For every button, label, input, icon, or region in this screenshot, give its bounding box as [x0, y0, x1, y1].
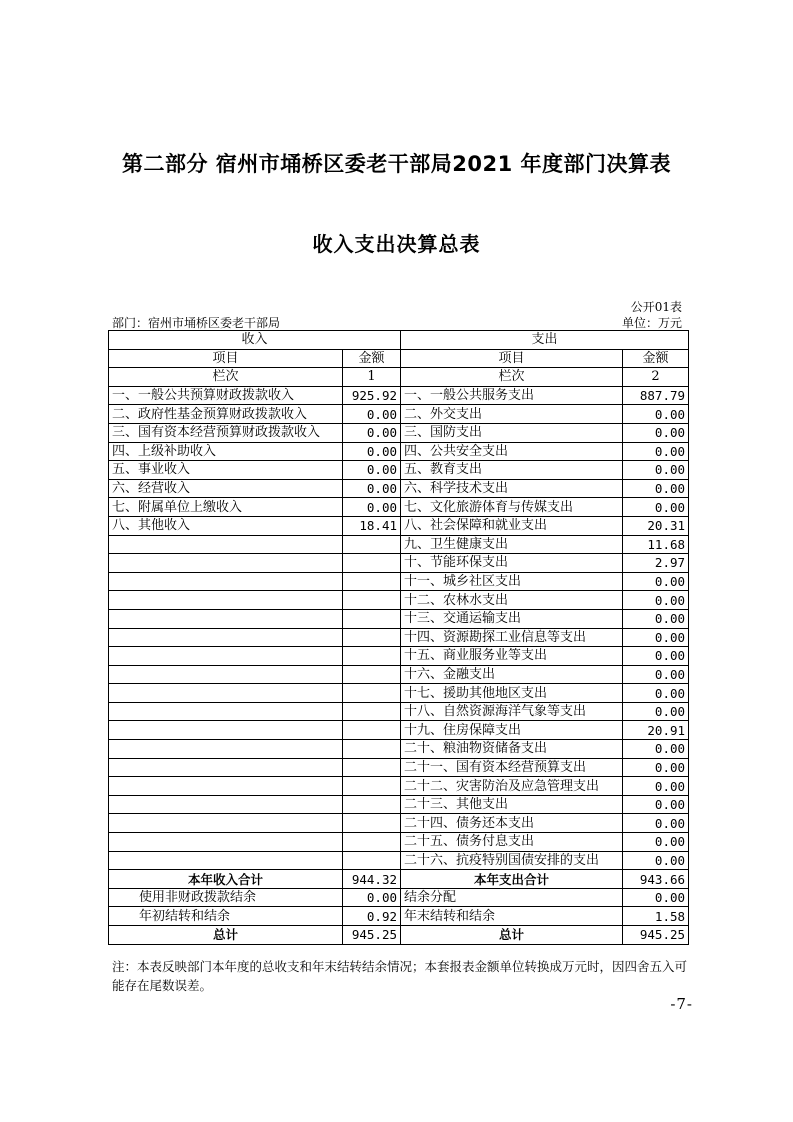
- income-col-label: 栏次: [109, 368, 343, 387]
- table-row: [109, 461, 689, 480]
- table-row: [109, 572, 689, 591]
- expense-item: 十二、农林水支出: [401, 591, 623, 610]
- expense-amount: 0.00: [623, 461, 689, 480]
- expense-item: 七、文化旅游体育与传媒支出: [401, 498, 623, 517]
- total-row: [109, 870, 689, 889]
- expense-amount: 0.00: [623, 591, 689, 610]
- expense-item: 一、一般公共服务支出: [401, 386, 623, 405]
- expense-amount: 0.00: [623, 702, 689, 721]
- table-row: [109, 498, 689, 517]
- table-row: [109, 740, 689, 759]
- expense-item: 八、社会保障和就业支出: [401, 516, 623, 535]
- income-amount: [343, 591, 401, 610]
- income-amount: [343, 814, 401, 833]
- header-row-sections: [109, 331, 689, 350]
- expense-amount: 0.00: [623, 498, 689, 517]
- expense-total-value: 943.66: [623, 870, 689, 889]
- expense-amount: 0.00: [623, 423, 689, 442]
- income-item: [109, 795, 343, 814]
- income-amount: 0.00: [343, 405, 401, 424]
- expense-item: 二十三、其他支出: [401, 795, 623, 814]
- income-amount: [343, 535, 401, 554]
- table-row: [109, 554, 689, 573]
- nonfiscal-label: 使用非财政拨款结余: [109, 888, 343, 907]
- table-row: [109, 516, 689, 535]
- page-title: 第二部分 宿州市埇桥区委老干部局2021 年度部门决算表: [121, 152, 672, 176]
- expense-item: 四、公共安全支出: [401, 442, 623, 461]
- end-label: 年末结转和结余: [401, 907, 623, 926]
- income-item: [109, 740, 343, 759]
- income-amount: [343, 665, 401, 684]
- income-item: 一、一般公共预算财政拨款收入: [109, 386, 343, 405]
- income-amount: [343, 628, 401, 647]
- income-amount: [343, 833, 401, 852]
- table-row: [109, 423, 689, 442]
- income-item: [109, 572, 343, 591]
- income-item: [109, 665, 343, 684]
- table-row: [109, 665, 689, 684]
- income-item: [109, 535, 343, 554]
- expense-item: 十四、资源勘探工业信息等支出: [401, 628, 623, 647]
- expense-item: 十五、商业服务业等支出: [401, 647, 623, 666]
- income-item: 八、其他收入: [109, 516, 343, 535]
- expense-amount: 0.00: [623, 628, 689, 647]
- income-amount: 0.00: [343, 498, 401, 517]
- income-amount: 18.41: [343, 516, 401, 535]
- footnote: 注：本表反映部门本年度的总收支和年末结转结余情况；本套报表金额单位转换成万元时，因四舍五入可能存在尾数误差。: [112, 959, 688, 993]
- table-row: [109, 814, 689, 833]
- income-amount: [343, 684, 401, 703]
- header-row-columns: [109, 349, 689, 368]
- end-value: 1.58: [623, 907, 689, 926]
- expense-header: 支出: [401, 331, 689, 350]
- expense-col-label: 栏次: [401, 368, 623, 387]
- income-item: [109, 628, 343, 647]
- expense-amount: 0.00: [623, 665, 689, 684]
- expense-amount: 0.00: [623, 795, 689, 814]
- expense-amount: 0.00: [623, 647, 689, 666]
- income-amount: [343, 777, 401, 796]
- income-item: 三、国有资本经营预算财政拨款收入: [109, 423, 343, 442]
- income-amount: [343, 795, 401, 814]
- income-amount: 925.92: [343, 386, 401, 405]
- table-row: [109, 777, 689, 796]
- expense-item: 十、节能环保支出: [401, 554, 623, 573]
- income-total-label: 本年收入合计: [109, 870, 343, 889]
- income-amount: [343, 647, 401, 666]
- income-item: [109, 777, 343, 796]
- income-item: [109, 758, 343, 777]
- expense-item: 二十、粮油物资储备支出: [401, 740, 623, 759]
- expense-item-header: 项目: [401, 349, 623, 368]
- expense-amount: 11.68: [623, 535, 689, 554]
- expense-item: 二十五、债务付息支出: [401, 833, 623, 852]
- expense-amount: 0.00: [623, 758, 689, 777]
- table-row: [109, 721, 689, 740]
- expense-amount: 0.00: [623, 572, 689, 591]
- surplus-dist-value: 0.00: [623, 888, 689, 907]
- income-amount: 0.00: [343, 461, 401, 480]
- table-row: [109, 647, 689, 666]
- nonfiscal-value: 0.00: [343, 888, 401, 907]
- department-label: 部门：宿州市埇桥区委老干部局: [112, 316, 281, 330]
- expense-amount: 0.00: [623, 851, 689, 870]
- income-amount: 0.00: [343, 479, 401, 498]
- income-item: [109, 609, 343, 628]
- expense-item: 五、教育支出: [401, 461, 623, 480]
- table-title: 收入支出决算总表: [312, 232, 481, 256]
- grand-total-expense-value: 945.25: [623, 926, 689, 945]
- expense-item: 十八、自然资源海洋气象等支出: [401, 702, 623, 721]
- surplus-dist-label: 结余分配: [401, 888, 623, 907]
- table-row: [109, 591, 689, 610]
- header-row-index: [109, 368, 689, 387]
- unit-label: 单位：万元: [621, 316, 682, 330]
- income-item: [109, 647, 343, 666]
- income-item: [109, 814, 343, 833]
- income-amount: [343, 740, 401, 759]
- table-row: [109, 479, 689, 498]
- table-row: [109, 702, 689, 721]
- expense-amount: 20.91: [623, 721, 689, 740]
- expense-item: 十一、城乡社区支出: [401, 572, 623, 591]
- income-amount: [343, 851, 401, 870]
- income-amount-header: 金额: [343, 349, 401, 368]
- expense-amount-header: 金额: [623, 349, 689, 368]
- income-item: 七、附属单位上缴收入: [109, 498, 343, 517]
- income-col-number: 1: [343, 368, 401, 387]
- income-amount: [343, 572, 401, 591]
- expense-item: 九、卫生健康支出: [401, 535, 623, 554]
- income-amount: [343, 554, 401, 573]
- income-amount: [343, 721, 401, 740]
- expense-item: 十九、住房保障支出: [401, 721, 623, 740]
- begin-value: 0.92: [343, 907, 401, 926]
- expense-col-number: 2: [623, 368, 689, 387]
- expense-item: 六、科学技术支出: [401, 479, 623, 498]
- grand-total-income-value: 945.25: [343, 926, 401, 945]
- expense-amount: 0.00: [623, 777, 689, 796]
- expense-amount: 0.00: [623, 442, 689, 461]
- income-amount: 0.00: [343, 423, 401, 442]
- expense-item: 二、外交支出: [401, 405, 623, 424]
- income-item: 六、经营收入: [109, 479, 343, 498]
- income-item: 五、事业收入: [109, 461, 343, 480]
- income-item: [109, 702, 343, 721]
- expense-item: 二十六、抗疫特别国债安排的支出: [401, 851, 623, 870]
- table-row: [109, 609, 689, 628]
- expense-amount: 0.00: [623, 684, 689, 703]
- income-amount: [343, 702, 401, 721]
- table-row: [109, 833, 689, 852]
- grand-total-expense-label: 总计: [401, 926, 623, 945]
- budget-table: [108, 330, 689, 945]
- expense-amount: 0.00: [623, 479, 689, 498]
- begin-label: 年初结转和结余: [109, 907, 343, 926]
- income-item: 二、政府性基金预算财政拨款收入: [109, 405, 343, 424]
- expense-item: 十六、金融支出: [401, 665, 623, 684]
- expense-amount: 0.00: [623, 740, 689, 759]
- expense-item: 二十一、国有资本经营预算支出: [401, 758, 623, 777]
- table-row: [109, 795, 689, 814]
- grand-total-income-label: 总计: [109, 926, 343, 945]
- income-item-header: 项目: [109, 349, 343, 368]
- income-item: 四、上级补助收入: [109, 442, 343, 461]
- table-row: [109, 535, 689, 554]
- income-item: [109, 851, 343, 870]
- income-amount: 0.00: [343, 442, 401, 461]
- grand-total-row: [109, 926, 689, 945]
- income-header: 收入: [109, 331, 401, 350]
- income-item: [109, 591, 343, 610]
- income-amount: [343, 609, 401, 628]
- expense-amount: 0.00: [623, 405, 689, 424]
- income-item: [109, 833, 343, 852]
- income-item: [109, 554, 343, 573]
- table-row: [109, 851, 689, 870]
- expense-item: 二十四、债务还本支出: [401, 814, 623, 833]
- table-row: [109, 758, 689, 777]
- expense-item: 二十二、灾害防治及应急管理支出: [401, 777, 623, 796]
- expense-amount: 0.00: [623, 814, 689, 833]
- table-number: 公开01表: [630, 300, 682, 314]
- table-row: [109, 628, 689, 647]
- page-number: -7-: [670, 995, 693, 1013]
- table-row: [109, 684, 689, 703]
- expense-item: 十三、交通运输支出: [401, 609, 623, 628]
- surplus-row: [109, 888, 689, 907]
- income-total-value: 944.32: [343, 870, 401, 889]
- table-row: [109, 386, 689, 405]
- expense-item: 十七、援助其他地区支出: [401, 684, 623, 703]
- table-row: [109, 442, 689, 461]
- income-item: [109, 721, 343, 740]
- carryover-row: [109, 907, 689, 926]
- expense-total-label: 本年支出合计: [401, 870, 623, 889]
- expense-item: 三、国防支出: [401, 423, 623, 442]
- expense-amount: 20.31: [623, 516, 689, 535]
- expense-amount: 0.00: [623, 609, 689, 628]
- expense-amount: 0.00: [623, 833, 689, 852]
- expense-amount: 887.79: [623, 386, 689, 405]
- table-row: [109, 405, 689, 424]
- income-amount: [343, 758, 401, 777]
- income-item: [109, 684, 343, 703]
- expense-amount: 2.97: [623, 554, 689, 573]
